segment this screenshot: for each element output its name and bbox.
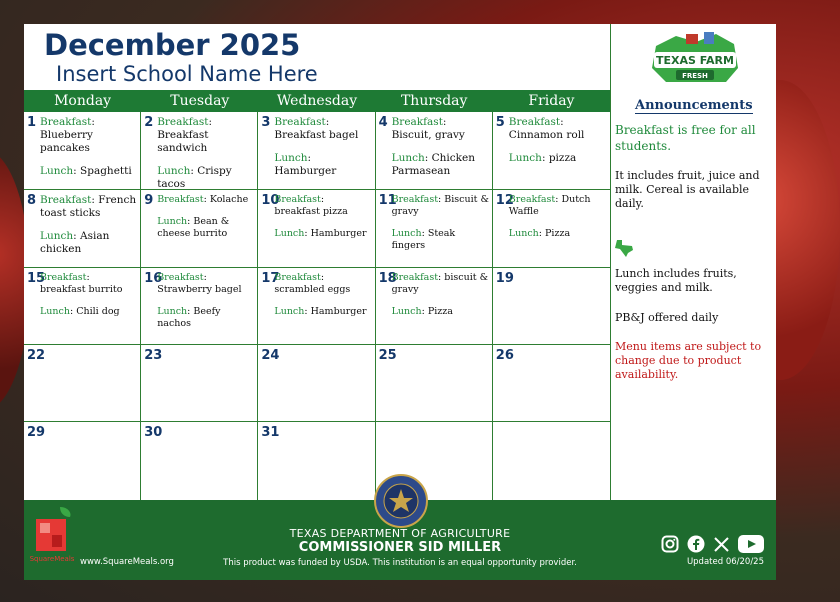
commissioner-name: COMMISSIONER SID MILLER bbox=[298, 540, 502, 555]
updated-date: Updated 06/20/25 bbox=[686, 557, 764, 567]
lunch-item: Chicken Parmasean bbox=[391, 152, 475, 177]
square-meals-logo-text: SquareMeals bbox=[29, 555, 75, 563]
lunch-item: Crispy tacos bbox=[157, 165, 232, 190]
x-icon[interactable] bbox=[713, 536, 730, 557]
calendar-day-cell bbox=[258, 112, 375, 190]
facebook-icon[interactable] bbox=[687, 535, 705, 557]
logo-text-bottom: FRESH bbox=[682, 72, 708, 80]
calendar-day-cell bbox=[141, 190, 258, 268]
meal-entry bbox=[40, 272, 138, 318]
weekday-tuesday: Tuesday bbox=[170, 93, 230, 109]
breakfast-line: Breakfast: breakfast burrito bbox=[40, 272, 123, 295]
meal-entry bbox=[157, 116, 255, 191]
breakfast-line: Breakfast: Blueberry pancakes bbox=[40, 116, 95, 154]
calendar-day-cell bbox=[24, 422, 141, 500]
calendar-day-cell bbox=[258, 268, 375, 345]
day-number: 4 bbox=[378, 115, 388, 130]
breakfast-line: Breakfast: Breakfast bagel bbox=[274, 116, 359, 141]
calendar-day-cell bbox=[376, 190, 493, 268]
day-number: 2 bbox=[144, 115, 154, 130]
lunch-label: Lunch bbox=[508, 152, 542, 164]
day-number: 5 bbox=[495, 115, 505, 130]
calendar-day-cell bbox=[493, 422, 610, 500]
breakfast-label: Breakfast bbox=[508, 116, 561, 128]
menu-calendar-card bbox=[24, 24, 776, 580]
calendar-day-cell bbox=[493, 190, 610, 268]
day-number: 10 bbox=[261, 193, 280, 208]
meal-entry bbox=[40, 194, 138, 256]
department-name: TEXAS DEPARTMENT OF AGRICULTURE bbox=[289, 527, 511, 540]
day-number: 1 bbox=[27, 115, 37, 130]
breakfast-label: Breakfast bbox=[40, 116, 92, 128]
lunch-line: Lunch: Crispy tacos bbox=[157, 165, 232, 190]
logo-text-top: TEXAS FARM bbox=[656, 54, 734, 67]
announcements-title: Announcements bbox=[635, 98, 753, 113]
breakfast-item: French toast sticks bbox=[40, 194, 137, 219]
lunch-line: Lunch: Beefy nachos bbox=[157, 306, 221, 329]
lunch-item: Spaghetti bbox=[80, 165, 132, 177]
lunch-line: Lunch: Chicken Parmasean bbox=[391, 152, 475, 177]
breakfast-item: Breakfast bagel bbox=[274, 129, 359, 141]
breakfast-line: Breakfast: scrambled eggs bbox=[274, 272, 351, 295]
weekday-wednesday: Wednesday bbox=[276, 93, 358, 109]
breakfast-label: Breakfast bbox=[274, 116, 326, 128]
breakfast-label: Breakfast bbox=[274, 272, 321, 283]
pbj-notice: PB&J offered daily bbox=[615, 311, 719, 324]
lunch-label: Lunch bbox=[274, 152, 308, 164]
breakfast-includes-notice: It includes fruit, juice and milk. Cereal is available daily. bbox=[615, 169, 760, 210]
lunch-item: Hamburger bbox=[310, 306, 367, 317]
lunch-line: Lunch: Asian chicken bbox=[40, 230, 110, 255]
lunch-item: pizza bbox=[548, 152, 577, 164]
meal-entry bbox=[392, 194, 490, 252]
lunch-label: Lunch bbox=[274, 306, 305, 317]
breakfast-line: Breakfast: Biscuit, gravy bbox=[391, 116, 465, 141]
lunch-line: Lunch: Pizza bbox=[391, 306, 453, 317]
lunch-line: Lunch: pizza bbox=[508, 152, 577, 164]
breakfast-line: Breakfast: Breakfast sandwich bbox=[157, 116, 213, 154]
school-name: Insert School Name Here bbox=[56, 62, 318, 86]
calendar-day-cell bbox=[493, 112, 610, 190]
calendar-day-cell bbox=[258, 345, 375, 422]
breakfast-item: Dutch Waffle bbox=[508, 194, 591, 217]
calendar-day-cell bbox=[258, 190, 375, 268]
footer bbox=[24, 500, 776, 580]
lunch-label: Lunch bbox=[40, 165, 74, 177]
square-meals-link[interactable]: www.SquareMeals.org bbox=[80, 557, 174, 567]
calendar-day-cell bbox=[141, 268, 258, 345]
social-links bbox=[661, 535, 764, 557]
day-number: 23 bbox=[144, 348, 163, 363]
breakfast-line: Breakfast: Cinnamon roll bbox=[508, 116, 585, 141]
breakfast-line: Breakfast: breakfast pizza bbox=[274, 194, 348, 217]
department-seal-icon bbox=[374, 474, 428, 528]
texas-farm-fresh-logo bbox=[646, 28, 744, 88]
breakfast-item: Biscuit, gravy bbox=[391, 129, 465, 141]
breakfast-line: Breakfast: biscuit & gravy bbox=[391, 272, 489, 295]
lunch-line: Lunch: Chili dog bbox=[40, 306, 120, 317]
funding-statement: This product was funded by USDA. This institution is an equal opportunity provider. bbox=[223, 558, 577, 568]
lunch-item: Hamburger bbox=[310, 228, 367, 239]
lunch-line: Lunch: Steak fingers bbox=[391, 228, 456, 251]
breakfast-label: Breakfast bbox=[391, 272, 439, 283]
lunch-label: Lunch bbox=[40, 230, 74, 242]
meal-entry bbox=[274, 272, 372, 318]
calendar-day-cell bbox=[24, 345, 141, 422]
meal-entry bbox=[274, 194, 372, 240]
day-number: 16 bbox=[144, 271, 163, 286]
lunch-label: Lunch bbox=[391, 228, 422, 239]
weekday-monday: Monday bbox=[54, 93, 112, 109]
breakfast-item: breakfast burrito bbox=[40, 284, 123, 295]
day-number: 30 bbox=[144, 425, 163, 440]
weekday-friday: Friday bbox=[528, 93, 575, 109]
calendar-day-cell bbox=[493, 345, 610, 422]
breakfast-free-notice: Breakfast is free for all students. bbox=[615, 123, 756, 153]
breakfast-item: biscuit & gravy bbox=[391, 272, 489, 295]
breakfast-line: Breakfast: Strawberry bagel bbox=[157, 272, 242, 295]
lunch-label: Lunch bbox=[40, 306, 70, 317]
day-number: 25 bbox=[378, 348, 397, 363]
meal-entry bbox=[392, 272, 490, 318]
day-number: 22 bbox=[27, 348, 46, 363]
calendar-day-cell bbox=[141, 345, 258, 422]
calendar-day-cell bbox=[258, 422, 375, 500]
calendar-day-cell bbox=[376, 112, 493, 190]
day-number: 12 bbox=[495, 193, 514, 208]
lunch-item: Pizza bbox=[545, 228, 571, 239]
lunch-label: Lunch bbox=[157, 216, 188, 227]
breakfast-item: Cinnamon roll bbox=[508, 129, 585, 141]
breakfast-item: Biscuit & gravy bbox=[391, 194, 489, 217]
lunch-label: Lunch bbox=[391, 152, 425, 164]
day-number: 9 bbox=[144, 193, 154, 208]
day-number: 8 bbox=[27, 193, 37, 208]
lunch-item: Chili dog bbox=[76, 306, 120, 317]
day-number: 29 bbox=[27, 425, 46, 440]
breakfast-label: Breakfast bbox=[157, 194, 204, 205]
calendar-day-cell bbox=[376, 345, 493, 422]
day-number: 18 bbox=[378, 271, 397, 286]
lunch-item: Beefy nachos bbox=[157, 306, 221, 329]
lunch-item: Hamburger bbox=[274, 165, 337, 177]
calendar-day-cell bbox=[141, 422, 258, 500]
breakfast-line: Breakfast: Kolache bbox=[157, 194, 249, 205]
lunch-label: Lunch bbox=[391, 306, 422, 317]
lunch-label: Lunch bbox=[157, 165, 191, 177]
breakfast-item: breakfast pizza bbox=[274, 206, 348, 217]
day-number: 15 bbox=[27, 271, 46, 286]
meal-entry bbox=[157, 194, 255, 240]
day-number: 17 bbox=[261, 271, 280, 286]
lunch-line: Lunch: Hamburger bbox=[274, 152, 337, 177]
meal-entry bbox=[157, 272, 255, 330]
calendar-day-cell bbox=[493, 268, 610, 345]
day-number: 19 bbox=[495, 271, 514, 286]
breakfast-label: Breakfast bbox=[391, 116, 443, 128]
lunch-line: Lunch: Pizza bbox=[508, 228, 571, 239]
breakfast-item: Strawberry bagel bbox=[157, 284, 242, 295]
breakfast-item: scrambled eggs bbox=[274, 284, 351, 295]
day-number: 26 bbox=[495, 348, 514, 363]
lunch-item: Bean & cheese burrito bbox=[157, 216, 230, 239]
day-number: 24 bbox=[261, 348, 280, 363]
weekday-header bbox=[24, 90, 610, 112]
meal-entry bbox=[509, 116, 608, 165]
calendar-day-cell bbox=[24, 268, 141, 345]
calendar-day-cell bbox=[24, 112, 141, 190]
breakfast-item: Breakfast sandwich bbox=[157, 129, 209, 154]
texas-state-icon bbox=[613, 238, 635, 258]
lunch-line: Lunch: Spaghetti bbox=[40, 165, 132, 177]
youtube-icon[interactable] bbox=[738, 535, 764, 557]
breakfast-label: Breakfast bbox=[391, 194, 439, 205]
calendar-day-cell bbox=[376, 268, 493, 345]
calendar-title: December 2025 bbox=[44, 28, 301, 62]
breakfast-label: Breakfast bbox=[40, 194, 92, 206]
lunch-line: Lunch: Hamburger bbox=[274, 228, 367, 239]
breakfast-label: Breakfast bbox=[40, 272, 87, 283]
menu-change-disclaimer: Menu items are subject to change due to product availability. bbox=[615, 340, 762, 381]
meal-entry bbox=[392, 116, 490, 178]
day-number: 3 bbox=[261, 115, 271, 130]
lunch-line: Lunch: Hamburger bbox=[274, 306, 367, 317]
breakfast-item: Blueberry pancakes bbox=[40, 129, 93, 154]
lunch-label: Lunch bbox=[508, 228, 539, 239]
lunch-item: Asian chicken bbox=[40, 230, 110, 255]
breakfast-line: Breakfast: Dutch Waffle bbox=[508, 194, 591, 217]
breakfast-label: Breakfast bbox=[508, 194, 556, 205]
lunch-label: Lunch bbox=[274, 228, 305, 239]
weekday-thursday: Thursday bbox=[400, 93, 468, 109]
breakfast-label: Breakfast bbox=[157, 116, 209, 128]
day-number: 31 bbox=[261, 425, 280, 440]
lunch-includes-notice: Lunch includes fruits, veggies and milk. bbox=[615, 267, 737, 294]
breakfast-label: Breakfast bbox=[274, 194, 321, 205]
meal-entry bbox=[40, 116, 138, 178]
breakfast-line: Breakfast: Biscuit & gravy bbox=[391, 194, 489, 217]
announcements-panel bbox=[611, 24, 776, 500]
breakfast-item: Kolache bbox=[209, 194, 249, 205]
meal-entry bbox=[274, 116, 372, 178]
calendar-section bbox=[24, 24, 611, 500]
calendar-grid bbox=[24, 112, 610, 500]
calendar-day-cell bbox=[24, 190, 141, 268]
calendar-day-cell bbox=[141, 112, 258, 190]
breakfast-line: Breakfast: French toast sticks bbox=[40, 194, 137, 219]
lunch-item: Steak fingers bbox=[391, 228, 456, 251]
breakfast-label: Breakfast bbox=[157, 272, 204, 283]
meal-entry bbox=[509, 194, 608, 240]
day-number: 11 bbox=[378, 193, 397, 208]
instagram-icon[interactable] bbox=[661, 535, 679, 557]
lunch-label: Lunch bbox=[157, 306, 188, 317]
lunch-item: Pizza bbox=[427, 306, 453, 317]
lunch-line: Lunch: Bean & cheese burrito bbox=[157, 216, 230, 239]
